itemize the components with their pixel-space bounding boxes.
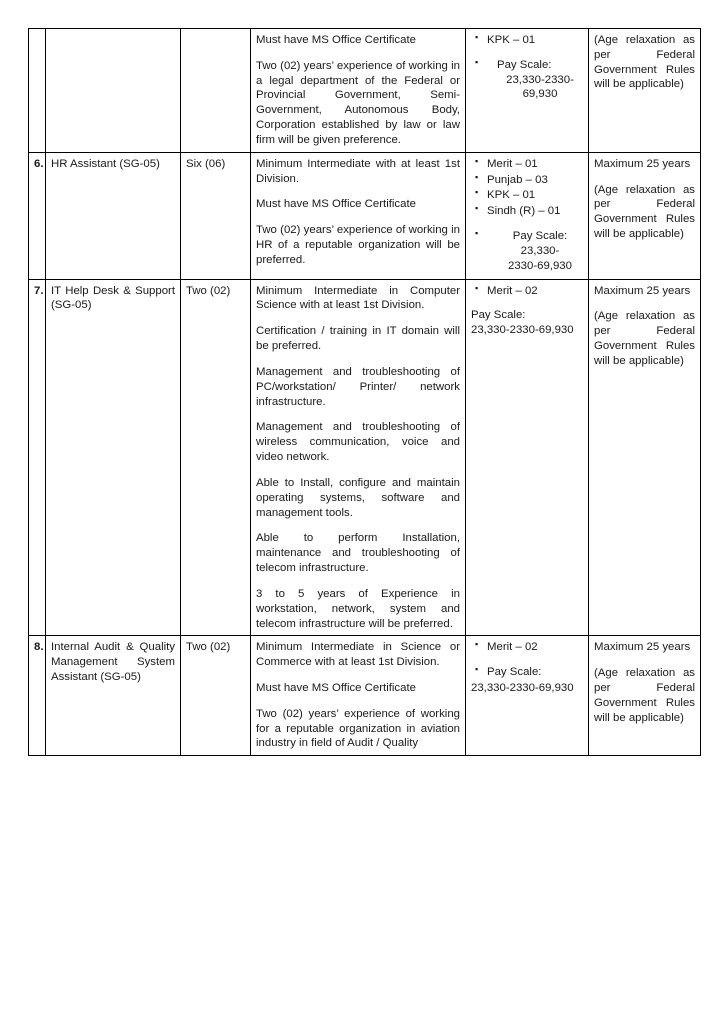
list-item	[487, 665, 583, 680]
pay-scale-label: Pay Scale:	[497, 58, 552, 71]
row-post-name	[46, 29, 181, 153]
qualification-paragraph: Certification / training in IT domain will be preferred.	[256, 325, 460, 353]
table-row	[29, 636, 701, 756]
age-relaxation-note: (Age relaxation as per Federal Government Rules will be applicable)	[594, 310, 695, 367]
row-age-limit	[589, 636, 701, 756]
pay-scale-list	[471, 58, 583, 102]
row-posts-count	[181, 29, 251, 153]
list-item	[487, 229, 583, 273]
qualification-paragraph: Must have MS Office Certificate	[256, 34, 416, 46]
qualification-paragraph: Management and troubleshooting of wireless communication, voice and video network.	[256, 421, 460, 464]
row-post-name: IT Help Desk & Support (SG-05)	[46, 279, 181, 636]
age-limit-text: Maximum 25 years	[594, 157, 691, 170]
row-posts-count: Two (02)	[181, 279, 251, 636]
list-item: ▪ Merit – 01	[487, 157, 583, 172]
qualification-paragraph: Two (02) years’ experience of working in HR of a reputable organization will be preferred.	[256, 224, 460, 266]
table-row	[29, 279, 701, 636]
list-item	[487, 58, 583, 102]
row-serial-number: 7.	[29, 279, 46, 636]
pay-scale-block	[471, 308, 583, 338]
qualification-paragraph: Two (02) years’ experience of working for a reputable organization in aviation industry in field of Audit / Quality	[256, 707, 460, 750]
row-age-limit	[589, 152, 701, 279]
qualification-paragraph: Must have MS Office Certificate	[256, 681, 416, 694]
age-relaxation-note: (Age relaxation as per Federal Government Rules will be applicable)	[594, 183, 695, 241]
row-serial-number: 6.	[29, 152, 46, 279]
row-quota-and-pay	[466, 636, 589, 756]
row-qualification	[251, 279, 466, 636]
row-serial-number: 8.	[29, 636, 46, 756]
row-quota-and-pay	[466, 279, 589, 636]
list-item: ▪ Punjab – 03	[487, 173, 583, 188]
list-item: ▪ Merit – 02	[487, 284, 583, 299]
qualification-paragraph: Able to Install, configure and maintain operating systems, software and management tools.	[256, 476, 460, 519]
age-relaxation-note: (Age relaxation as per Federal Government Rules will be applicable)	[594, 34, 695, 91]
pay-scale-label: Pay Scale:	[471, 309, 526, 322]
row-qualification	[251, 636, 466, 756]
pay-scale-list	[471, 665, 583, 680]
table-row	[29, 29, 701, 153]
row-age-limit	[589, 279, 701, 636]
row-serial-number	[29, 29, 46, 153]
qualification-paragraph: Minimum Intermediate in Computer Science with at least 1st Division.	[256, 284, 460, 312]
row-qualification	[251, 29, 466, 153]
qualification-paragraph: Minimum Intermediate with at least 1st Division.	[256, 157, 460, 185]
qualification-paragraph: Two (02) years’ experience of working in a legal department of the Federal or Provincial Government, Semi-Government, Autonomous Body, Corporation established by law or law firm will be given preference.	[256, 59, 460, 146]
row-age-limit	[589, 29, 701, 153]
qualification-paragraph: 3 to 5 years of Experience in workstation, network, system and telecom infrastructure will be preferred.	[256, 587, 460, 630]
pay-scale-list	[471, 229, 583, 273]
quota-list	[471, 33, 583, 48]
quota-list	[471, 284, 583, 299]
qualification-paragraph: Management and troubleshooting of PC/workstation/ Printer/ network infrastructure.	[256, 365, 460, 408]
list-item: ▪ KPK – 01	[487, 188, 583, 203]
list-item: ▪ Merit – 02	[487, 640, 583, 655]
pay-scale-value-line-2: 2330-69,930	[508, 259, 572, 272]
list-item: ▪ Sindh (R) – 01	[487, 204, 583, 219]
quota-list	[471, 640, 583, 655]
job-posts-table	[28, 28, 701, 756]
row-qualification	[251, 152, 466, 279]
pay-scale-label: Pay Scale:	[487, 666, 542, 679]
row-post-name: HR Assistant (SG-05)	[46, 152, 181, 279]
age-limit-text: Maximum 25 years	[594, 284, 691, 297]
age-relaxation-note: (Age relaxation as per Federal Government Rules will be applicable)	[594, 667, 695, 724]
table-row	[29, 152, 701, 279]
quota-list	[471, 157, 583, 219]
pay-scale-value: 23,330-2330-69,930	[506, 73, 574, 101]
row-quota-and-pay	[466, 29, 589, 153]
row-quota-and-pay	[466, 152, 589, 279]
row-posts-count: Two (02)	[181, 636, 251, 756]
row-post-name: Internal Audit & Quality Management System Assistant (SG-05)	[46, 636, 181, 756]
list-item: ▪ KPK – 01	[487, 33, 583, 48]
pay-scale-value-block	[471, 681, 583, 696]
qualification-paragraph: Able to perform Installation, maintenance and troubleshooting of telecom infrastructure.	[256, 532, 460, 575]
qualification-paragraph: Minimum Intermediate in Science or Commerce with at least 1st Division.	[256, 641, 460, 669]
age-limit-text: Maximum 25 years	[594, 641, 691, 654]
row-posts-count: Six (06)	[181, 152, 251, 279]
qualification-paragraph: Must have MS Office Certificate	[256, 198, 416, 211]
pay-scale-value-line-1: 23,330-	[520, 244, 560, 257]
pay-scale-value: 23,330-2330-69,930	[471, 681, 574, 694]
pay-scale-label: ▪ Pay Scale:	[512, 230, 568, 243]
pay-scale-value: 23,330-2330-69,930	[471, 324, 574, 337]
